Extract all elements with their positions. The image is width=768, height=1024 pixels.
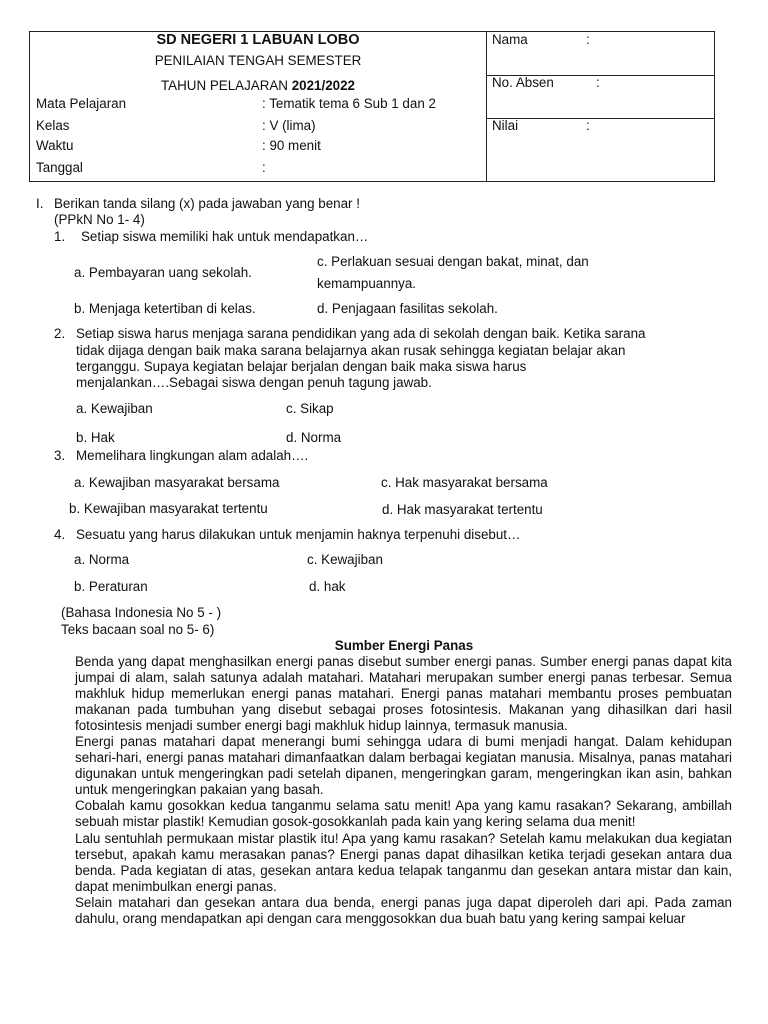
field-value-date: : (262, 160, 266, 175)
field-label-subject: Mata Pelajaran (36, 96, 127, 111)
answer-option-a[interactable]: a. Norma (74, 552, 130, 567)
exam-title: PENILAIAN TENGAH SEMESTER (154, 53, 362, 68)
table-divider-vertical (486, 32, 487, 181)
question-text-line: terganggu. Supaya kegiatan belajar berjalan dengan baik maka siswa harus (76, 359, 527, 374)
table-divider (486, 118, 715, 119)
passage-paragraph: Lalu sentuhlah permukaan mistar plastik itu! Apa yang kamu rasakan? Setelah kamu melakukan dua kegiatan tersebut, apakah kamu merasakan panas? Energi panas dapat dihasilkan ketika terjadi gesekan antara dua benda. Pada kegiatan di atas, gesekan antara kedua telapak tanganmu dan gesekan antara mistar dan kain, dapat menimbulkan energi panas. (75, 830, 732, 894)
field-value-class: : V (lima) (262, 118, 316, 133)
question-number: 3. (54, 448, 66, 463)
question-text-line: Setiap siswa harus menjaga sarana pendidikan yang ada di sekolah dengan baik. Ketika sarana (76, 326, 646, 341)
reading-passage (75, 654, 732, 927)
absen-field[interactable]: : (596, 75, 600, 90)
question-number: 1. (54, 229, 66, 244)
question-text: Setiap siswa memiliki hak untuk mendapatkan… (81, 229, 369, 244)
answer-option-c[interactable]: c. Hak masyarakat bersama (381, 475, 548, 490)
name-label: Nama (492, 32, 528, 47)
question-text-line: tidak dijaga dengan baik maka sarana belajarnya akan rusak sehingga kegiatan belajar akan (76, 343, 626, 358)
field-label-class: Kelas (36, 118, 70, 133)
question-text-line: menjalankan….Sebagai siswa dengan penuh tagung jawab. (76, 375, 432, 390)
section-instruction: Berikan tanda silang (x) pada jawaban yang benar ! (54, 196, 360, 211)
absen-label: No. Absen (492, 75, 554, 90)
school-year-value: 2021/2022 (291, 78, 356, 93)
passage-paragraph: Selain matahari dan gesekan antara dua benda, energi panas juga dapat diperoleh dari api. Pada zaman dahulu, orang mendapatkan api dengan cara menggosokkan dua buah batu yang kering sampai keluar (75, 894, 732, 926)
section-number: I. (36, 196, 44, 211)
answer-option-b[interactable]: b. Menjaga ketertiban di kelas. (74, 301, 256, 316)
answer-option-b[interactable]: b. Peraturan (74, 579, 148, 594)
answer-option-d[interactable]: d. Hak masyarakat tertentu (382, 502, 543, 517)
answer-option-b[interactable]: b. Hak (76, 430, 115, 445)
exam-header-table (29, 31, 715, 182)
school-name: SD NEGERI 1 LABUAN LOBO (156, 32, 360, 48)
question-text: Memelihara lingkungan alam adalah…. (76, 448, 309, 463)
field-label-time: Waktu (36, 138, 74, 153)
answer-option-d[interactable]: d. Norma (286, 430, 342, 445)
answer-option-b[interactable]: b. Kewajiban masyarakat tertentu (69, 501, 268, 516)
answer-option-d[interactable]: d. hak (309, 579, 346, 594)
name-field[interactable]: : (586, 32, 590, 47)
section-note: (Bahasa Indonesia No 5 - ) (61, 605, 222, 620)
answer-option-c[interactable]: c. Perlakuan sesuai dengan bakat, minat, dan (317, 254, 589, 269)
answer-option-c[interactable]: c. Kewajiban (307, 552, 383, 567)
school-year: TAHUN PELAJARAN 2021/2022 (160, 78, 356, 93)
answer-option-c[interactable]: c. Sikap (286, 401, 334, 416)
reading-title: Sumber Energi Panas (334, 638, 474, 653)
score-label: Nilai (492, 118, 519, 133)
field-label-date: Tanggal (36, 160, 83, 175)
answer-option-a[interactable]: a. Kewajiban (76, 401, 153, 416)
question-number: 4. (54, 527, 66, 542)
passage-paragraph: Energi panas matahari dapat menerangi bumi sehingga udara di bumi menjadi hangat. Dalam kehidupan sehari-hari, energi panas matahari dimanfaatkan dalam berbagai kegiatan manusia. Misalnya, panas matahari digunakan untuk mengeringkan padi setelah dipanen, mengeringkan garam, mengeringkan ikan asin, bahkan untuk mengeringkan pakaian yang basah. (75, 734, 732, 798)
field-value-subject: : Tematik tema 6 Sub 1 dan 2 (262, 96, 436, 111)
score-field[interactable]: : (586, 118, 590, 133)
answer-option-c-cont[interactable]: kemampuannya. (317, 276, 416, 291)
reading-label: Teks bacaan soal no 5- 6) (61, 622, 215, 637)
question-text: Sesuatu yang harus dilakukan untuk menjamin haknya terpenuhi disebut… (76, 527, 521, 542)
answer-option-a[interactable]: a. Kewajiban masyarakat bersama (74, 475, 280, 490)
passage-paragraph: Benda yang dapat menghasilkan energi panas disebut sumber energi panas. Sumber energi panas dapat kita jumpai di alam, salah satunya adalah matahari. Matahari merupakan sumber energi panas terbesar. Semua makhluk hidup memerlukan energi panas matahari. Energi panas matahari membantu proses pembuatan makanan pada tumbuhan yang disebut sebagai proses fotosintesis. Makanan yang dihasilkan dari hasil fotosintesis menjadi sumber energi bagi makhluk hidup lainnya, termasuk manusia. (75, 654, 732, 734)
section-subject: (PPkN No 1- 4) (54, 212, 145, 227)
answer-option-d[interactable]: d. Penjagaan fasilitas sekolah. (317, 301, 498, 316)
question-number: 2. (54, 326, 66, 341)
answer-option-a[interactable]: a. Pembayaran uang sekolah. (74, 265, 252, 280)
field-value-time: : 90 menit (262, 138, 321, 153)
passage-paragraph: Cobalah kamu gosokkan kedua tanganmu selama satu menit! Apa yang kamu rasakan? Sekarang, ambillah sebuah mistar plastik! Kemudian gosok-gosokkanlah pada kain yang kering selama dua menit! (75, 798, 732, 830)
